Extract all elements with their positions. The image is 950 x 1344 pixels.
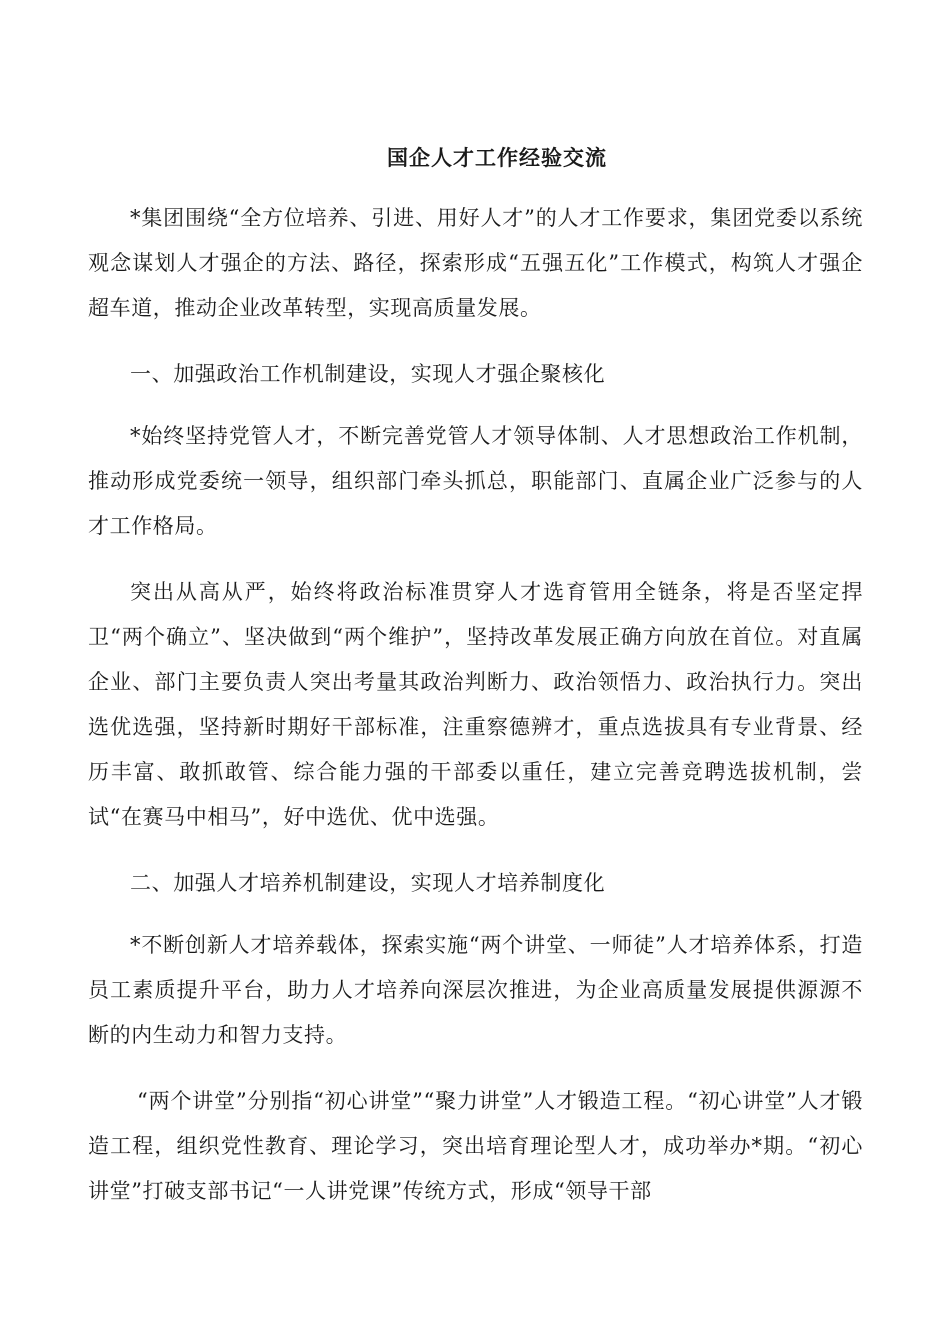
section-heading-1: 一、加强政治工作机制建设，实现人才强企聚核化 bbox=[130, 362, 606, 386]
paragraph-2-2: “两个讲堂”分别指“初心讲堂”“聚力讲堂”人才锻造工程。“初心讲堂”人才锻造工程，组织党性教育、理论学习，突出培育理论型人才，成功举办*期。“初心讲堂”打破支部书记“一人讲党课”传统方式，形成“领导干部 bbox=[88, 1089, 863, 1203]
paragraph-intro: *集团围绕“全方位培养、引进、用好人才”的人才工作要求，集团党委以系统观念谋划人才强企的方法、路径，探索形成“五强五化”工作模式，构筑人才强企超车道，推动企业改革转型，实现高质量发展。 bbox=[88, 206, 863, 320]
paragraph-1-2: 突出从高从严，始终将政治标准贯穿人才选育管用全链条，将是否坚定捍卫“两个确立”、坚决做到“两个维护”，坚持改革发展正确方向放在首位。对直属企业、部门主要负责人突出考量其政治判断力、政治领悟力、政治执行力。突出选优选强，坚持新时期好干部标准，注重察德辨才，重点选拔具有专业背景、经历丰富、敢抓敢管、综合能力强的干部委以重任，建立完善竞聘选拔机制，尝试“在赛马中相马”，好中选优、优中选强。 bbox=[88, 580, 863, 829]
paragraph-1-1: *始终坚持党管人才，不断完善党管人才领导体制、人才思想政治工作机制，推动形成党委统一领导，组织部门牵头抓总，职能部门、直属企业广泛参与的人才工作格局。 bbox=[88, 424, 863, 538]
document-title: 国企人才工作经验交流 bbox=[387, 145, 607, 170]
section-heading-2: 二、加强人才培养机制建设，实现人才培养制度化 bbox=[130, 871, 606, 895]
paragraph-2-1: *不断创新人才培养载体，探索实施“两个讲堂、一师徒”人才培养体系，打造员工素质提升平台，助力人才培养向深层次推进，为企业高质量发展提供源源不断的内生动力和智力支持。 bbox=[88, 933, 863, 1047]
document-body bbox=[88, 196, 863, 1235]
